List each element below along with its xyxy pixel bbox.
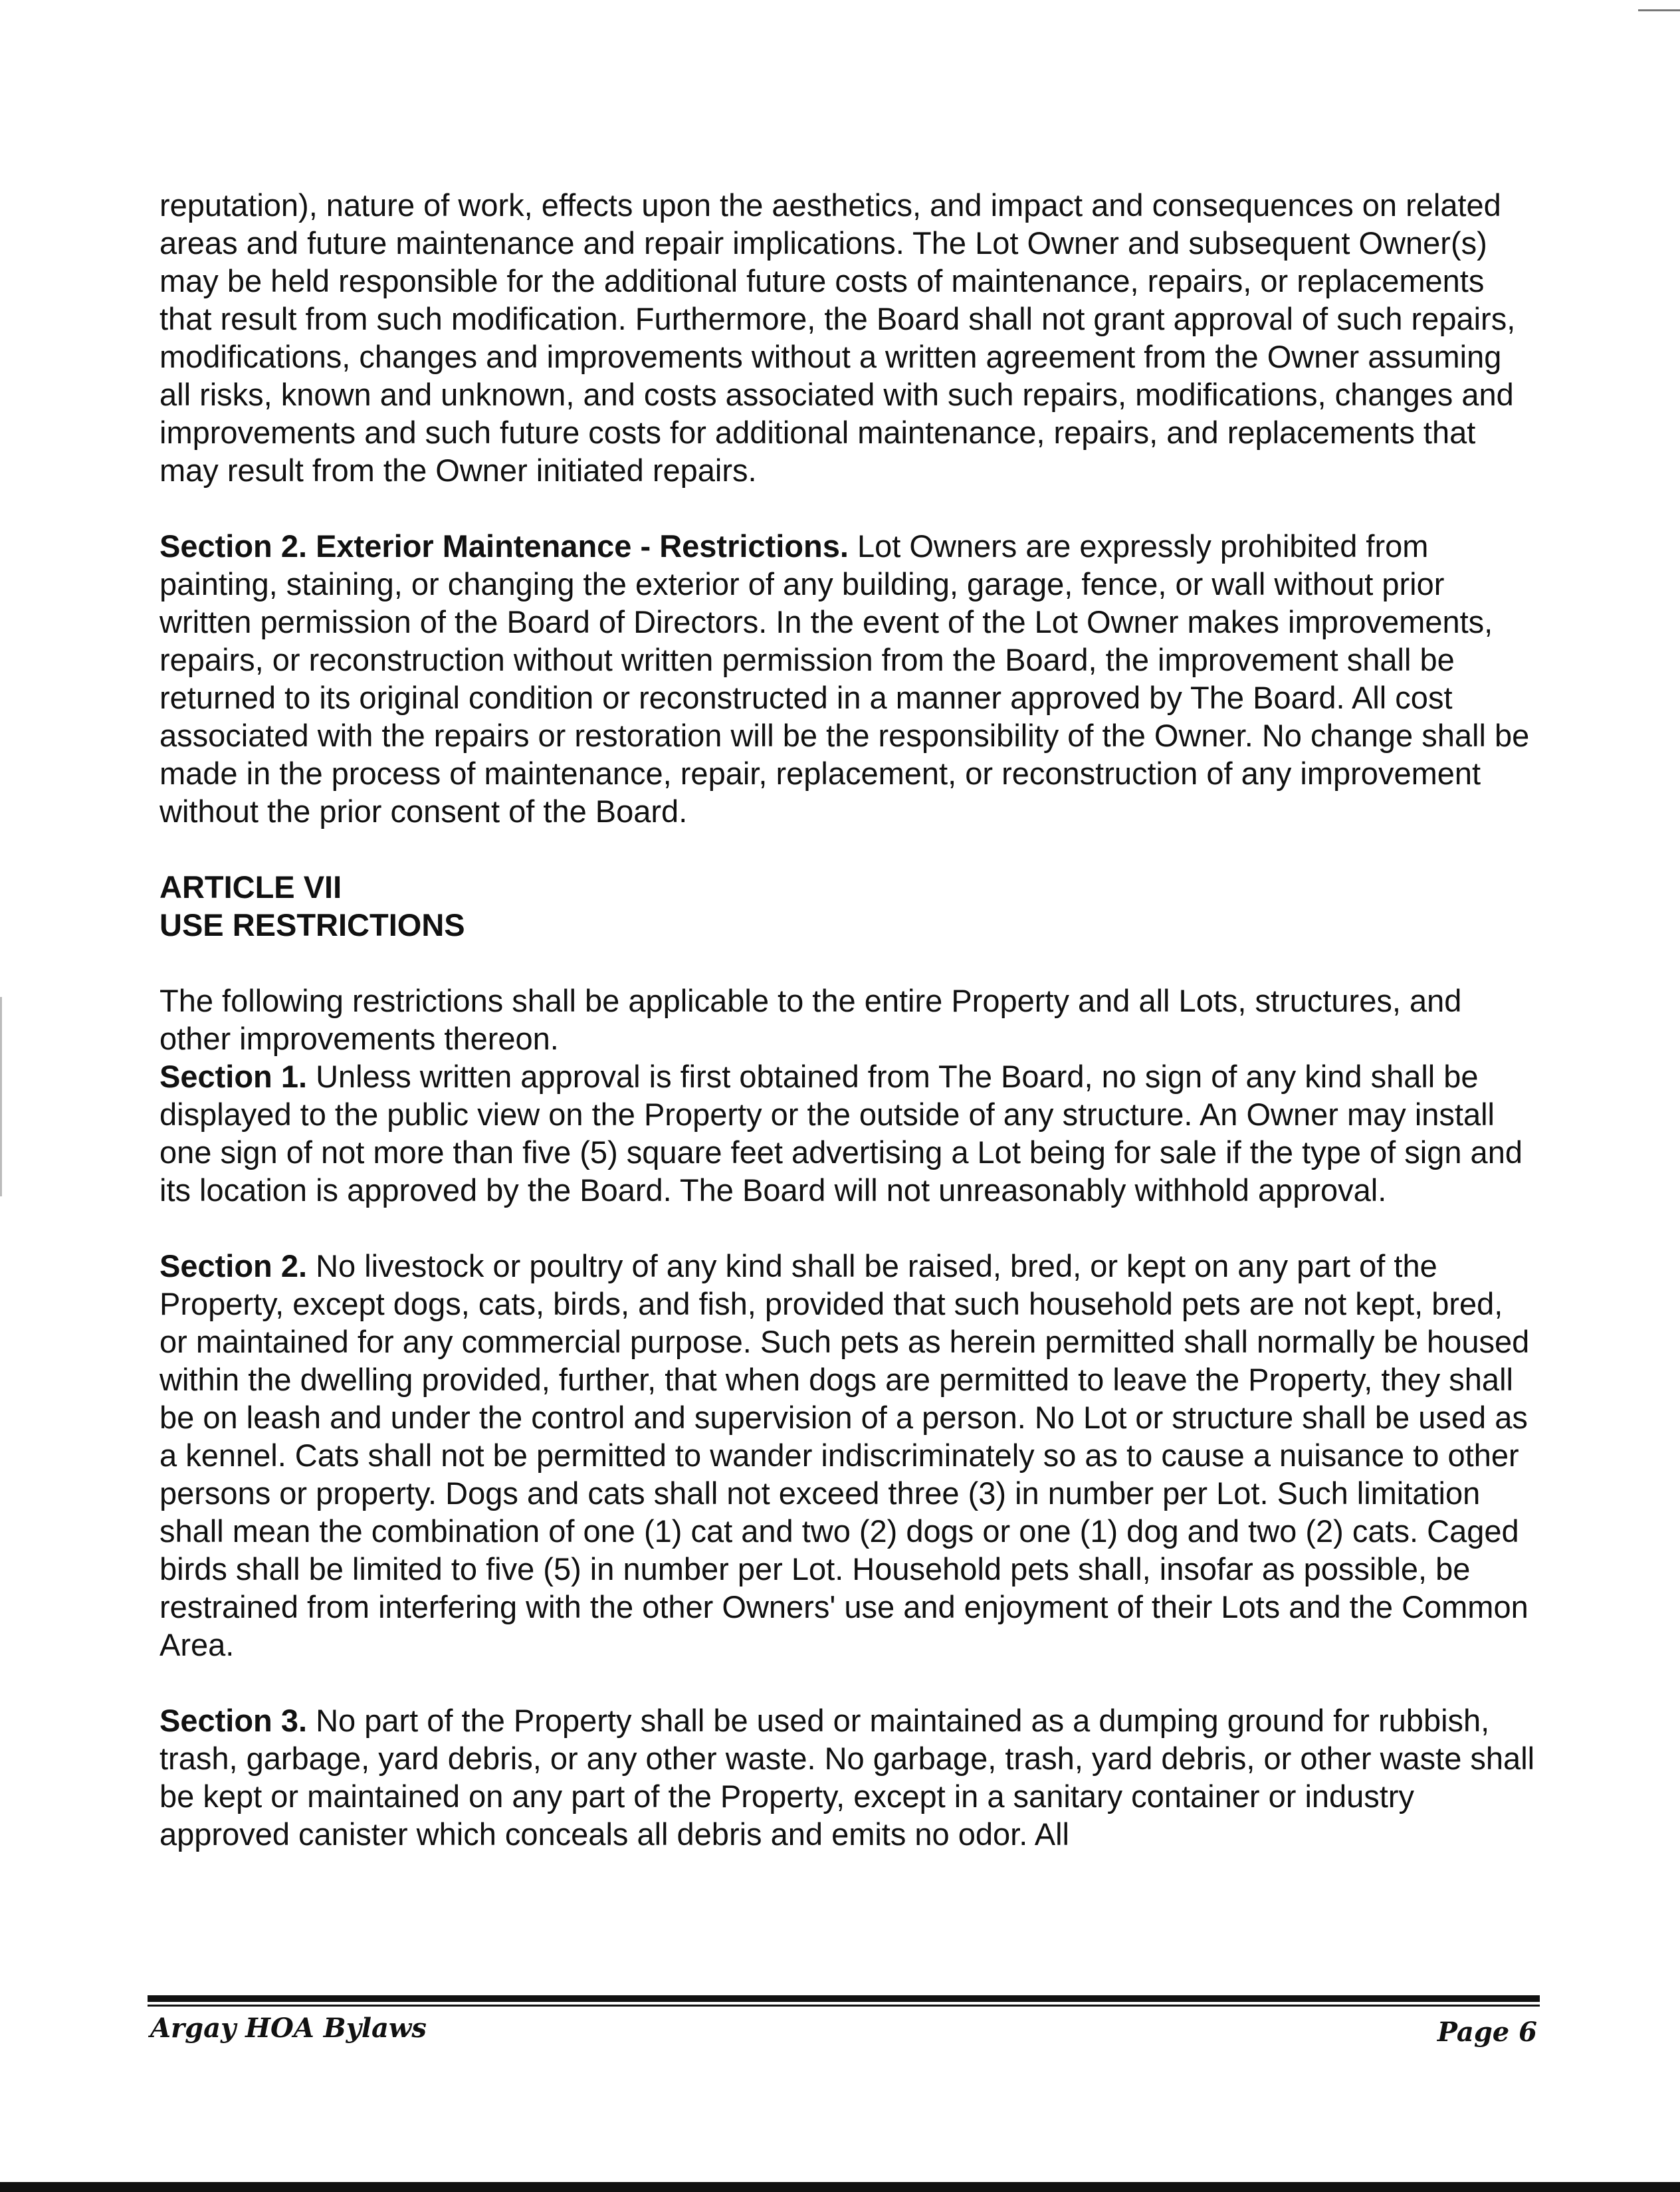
article-number: ARTICLE VII — [159, 869, 342, 905]
footer-divider — [148, 1995, 1540, 2002]
section-text: Unless written approval is first obtained from The Board, no sign of any kind shall be displayed to the public view on the Property or the outside of any structure. An Owner may install one sign of not more than five (5) square feet advertising a Lot being for sale if the type of sign and its location is approved by the Board. The Board will not unreasonably withhold approval. — [159, 1059, 1522, 1208]
section-label: Section 2. Exterior Maintenance - Restrictions. — [159, 528, 849, 564]
scan-edge-mark — [0, 997, 2, 1196]
paragraph-gap — [159, 1664, 1535, 1701]
restrictions-intro: The following restrictions shall be applicable to the entire Property and all Lots, structures, and other improvements thereon. — [159, 983, 1462, 1056]
section-label: Section 3. — [159, 1703, 308, 1738]
footer-divider — [148, 2005, 1540, 2007]
paragraph-gap — [159, 1209, 1535, 1247]
scan-edge-mark — [1638, 9, 1680, 11]
paragraph-gap — [159, 830, 1535, 868]
page-body — [159, 186, 1535, 1853]
exterior-maintenance-section — [159, 527, 1535, 830]
section-text: No part of the Property shall be used or maintained as a dumping ground for rubbish, trash, garbage, yard debris, or any other waste. No garbage, trash, yard debris, or other waste shall be kept or maintained on any part of the Property, except in a sanitary container or industry approved canister which conceals all debris and emits no odor. All — [159, 1703, 1535, 1852]
section-text: Lot Owners are expressly prohibited from painting, staining, or changing the exterior of any building, garage, fence, or wall without prior written permission of the Board of Directors. In the event of the Lot Owner makes improvements, repairs, or reconstruction without written permission from the Board, the improvement shall be returned to its original condition or reconstructed in a manner approved by The Board. All cost associated with the repairs or restoration will be the responsibility of the Owner. No change shall be made in the process of maintenance, repair, replacement, or reconstruction of any improvement without the prior consent of the Board. — [159, 528, 1530, 829]
continued-paragraph: reputation), nature of work, effects upon the aesthetics, and impact and consequences on related areas and future maintenance and repair implications. The Lot Owner and subsequent Owner(s) may be held responsible for the additional future costs of maintenance, repairs, or replacements that result from such modification. Furthermore, the Board shall not grant approval of such repairs, modifications, changes and improvements without a written agreement from the Owner assuming all risks, known and unknown, and costs associated with such repairs, modifications, changes and improvements and such future costs for additional maintenance, repairs, and replacements that may result from the Owner initiated repairs. — [159, 187, 1516, 488]
use-restriction-section-1 — [159, 1057, 1535, 1209]
section-label: Section 2. — [159, 1248, 308, 1283]
section-text: No livestock or poultry of any kind shall be raised, bred, or kept on any part of the Property, except dogs, cats, birds, and fish, provided that such household pets are not kept, bred, or maintained for any commercial purpose. Such pets as herein permitted shall normally be housed within the dwelling provided, further, that when dogs are permitted to leave the Property, they shall be on leash and under the control and supervision of a person. No Lot or structure shall be used as a kennel. Cats shall not be permitted to wander indiscriminately so as to cause a nuisance to other persons or property. Dogs and cats shall not exceed three (3) in number per Lot. Such limitation shall mean the combination of one (1) cat and two (2) dogs or one (1) dog and two (2) cats. Caged birds shall be limited to five (5) in number per Lot. Household pets shall, insofar as possible, be restrained from interfering with the other Owners' use and enjoyment of their Lots and the Common Area. — [159, 1248, 1530, 1662]
paragraph-gap — [159, 489, 1535, 527]
section-label: Section 1. — [159, 1059, 308, 1094]
scan-edge-mark — [0, 2182, 1680, 2192]
paragraph-gap — [159, 944, 1535, 982]
footer-page-number: Page 6 — [1437, 2017, 1537, 2048]
use-restriction-section-2 — [159, 1247, 1535, 1664]
footer-document-title: Argay HOA Bylaws — [150, 2013, 427, 2044]
use-restriction-section-3 — [159, 1701, 1535, 1853]
article-title: USE RESTRICTIONS — [159, 907, 465, 942]
